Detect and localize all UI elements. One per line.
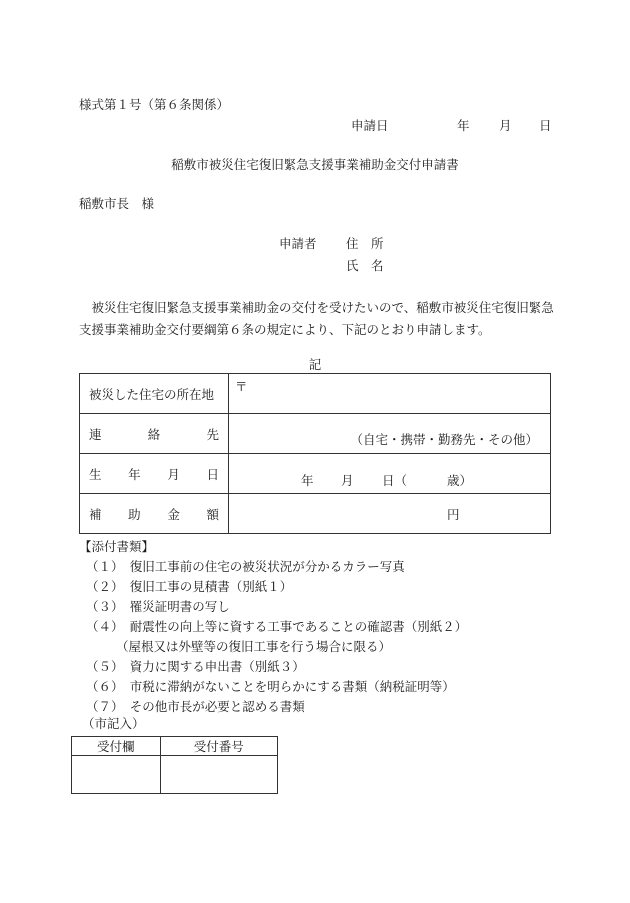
label-char: 絡 <box>147 426 161 442</box>
city-use-table <box>71 736 278 794</box>
receipt-cell[interactable] <box>72 756 161 794</box>
attachments-heading: 【添付書類】 <box>79 539 155 554</box>
birth-day-label: 日（ <box>382 473 408 488</box>
application-statement: 被災住宅復旧緊急支援事業補助金の交付を受けたいので、稲敷市被災住宅復旧緊急支援事業補助金交付要綱第６条の規定により、下記のとおり申請します。 <box>79 300 554 337</box>
birthdate-field[interactable] <box>229 454 551 494</box>
table-row <box>72 756 278 794</box>
label-char: 金 <box>167 506 180 522</box>
list-item: （５） 資力に関する申出書（別紙３） <box>86 659 305 674</box>
date-month-label: 月 <box>499 118 512 133</box>
list-item: （３） 罹災証明書の写し <box>86 599 230 614</box>
label-char: 月 <box>167 466 180 482</box>
list-item: （７） その他市長が必要と認める書類 <box>86 699 305 714</box>
list-item: （６） 市税に滞納がないことを明らかにする書類（納税証明等） <box>86 679 455 694</box>
label-char: 額 <box>206 506 219 522</box>
amount-label <box>80 494 229 534</box>
label-char: 助 <box>128 506 141 522</box>
list-item-note: （屋根又は外壁等の復旧工事を行う場合に限る） <box>116 639 392 654</box>
form-number: 様式第１号（第６条関係） <box>79 97 230 112</box>
receipt-number-column-header: 受付番号 <box>160 737 277 756</box>
table-row <box>80 454 551 494</box>
city-use-note: （市記入） <box>82 716 145 731</box>
age-label: 歳） <box>447 473 473 488</box>
application-form-table <box>79 373 551 534</box>
postal-mark: 〒 <box>235 379 248 394</box>
date-day-label: 日 <box>539 118 552 133</box>
contact-type-note: （自宅・携帯・勤務先・その他） <box>350 432 538 447</box>
ki-heading: 記 <box>308 357 322 372</box>
location-field[interactable] <box>229 374 551 414</box>
list-item: （１） 復旧工事前の住宅の被災状況が分かるカラー写真 <box>86 559 405 574</box>
applicant-label: 申請者 <box>279 236 317 251</box>
contact-label <box>80 414 229 454</box>
receipt-number-cell[interactable] <box>160 756 277 794</box>
birth-year-label: 年 <box>301 473 314 488</box>
list-item: （２） 復旧工事の見積書（別紙１） <box>86 579 293 594</box>
label-char: 補 <box>89 506 102 522</box>
applicant-address-label: 住 所 <box>346 236 384 251</box>
location-label: 被災した住宅の所在地 <box>80 374 229 414</box>
table-row <box>80 494 551 534</box>
birthdate-label <box>80 454 229 494</box>
label-char: 生 <box>89 466 102 482</box>
addressee: 稲敷市長 様 <box>79 196 155 211</box>
label-char: 日 <box>206 466 219 482</box>
application-date-label: 申請日 <box>351 118 389 133</box>
date-year-label: 年 <box>457 118 470 133</box>
label-char: 連 <box>89 426 102 442</box>
receipt-column-header: 受付欄 <box>72 737 161 756</box>
page-title: 稲敷市被災住宅復旧緊急支援事業補助金交付申請書 <box>171 157 459 172</box>
list-item: （４） 耐震性の向上等に資する工事であることの確認書（別紙２） <box>86 619 468 634</box>
birth-month-label: 月 <box>341 473 354 488</box>
attachments-list <box>86 557 467 717</box>
applicant-name-label: 氏 名 <box>346 258 384 273</box>
table-row <box>80 414 551 454</box>
contact-field[interactable] <box>229 414 551 454</box>
table-row <box>72 737 278 756</box>
table-row <box>80 374 551 414</box>
yen-unit: 円 <box>447 507 460 522</box>
label-char: 年 <box>128 466 141 482</box>
amount-field[interactable] <box>229 494 551 534</box>
label-char: 先 <box>206 426 219 442</box>
